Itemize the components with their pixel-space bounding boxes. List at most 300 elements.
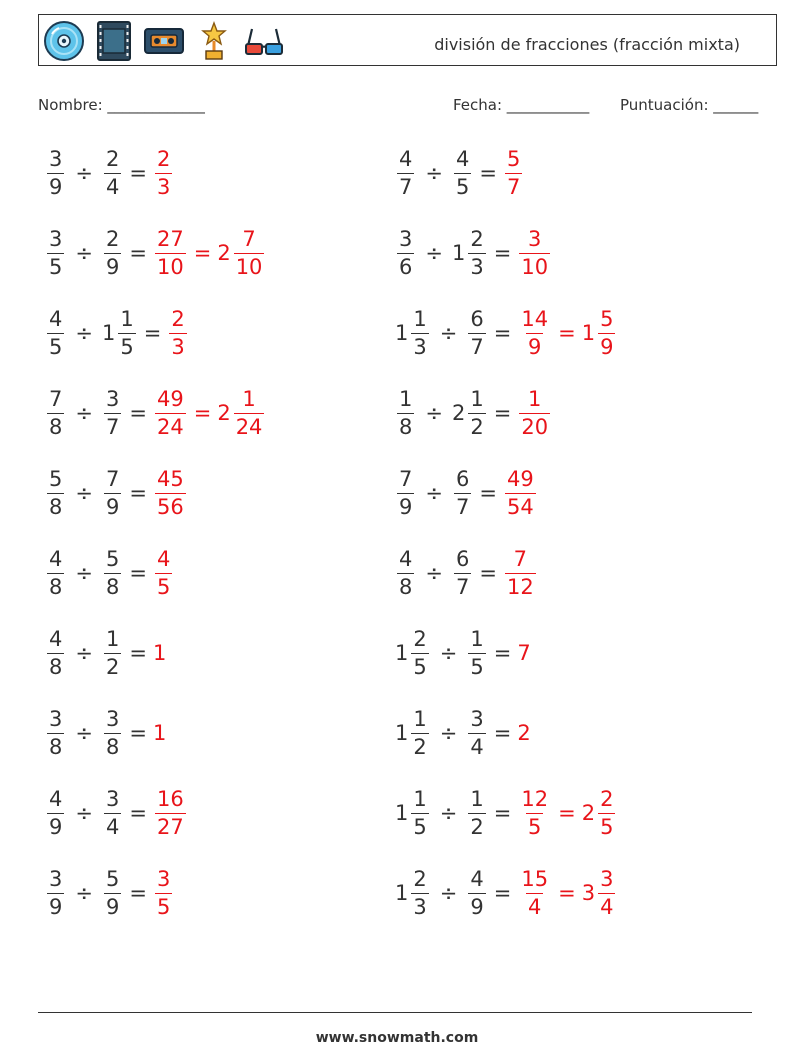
denominator: 2	[470, 814, 484, 839]
fraction	[454, 466, 471, 519]
denominator: 4	[470, 734, 484, 759]
whole-part: 2	[217, 401, 231, 425]
denominator: 7	[455, 494, 470, 519]
denominator: 2	[105, 654, 120, 679]
denominator: 54	[506, 494, 534, 519]
fraction	[519, 306, 550, 359]
equals-sign: =	[129, 801, 147, 825]
problem-item	[395, 781, 617, 845]
denominator: 8	[49, 654, 63, 679]
mixed-number	[45, 466, 66, 519]
equals-sign: =	[129, 641, 147, 665]
whole-part: 3	[581, 881, 596, 905]
divide-sign: ÷	[425, 401, 443, 425]
numerator: 1	[242, 386, 256, 411]
mixed-number	[153, 641, 167, 665]
numerator: 3	[49, 706, 63, 731]
equals-sign: =	[129, 481, 147, 505]
fraction	[505, 146, 522, 199]
divide-sign: ÷	[75, 401, 93, 425]
numerator: 2	[105, 226, 120, 251]
problem-item	[45, 621, 167, 685]
mixed-number	[517, 306, 552, 359]
fraction	[397, 466, 414, 519]
mixed-number	[581, 786, 618, 839]
denominator: 27	[156, 814, 184, 839]
fraction	[47, 146, 64, 199]
equals-sign: =	[493, 641, 512, 665]
mixed-number	[395, 866, 431, 919]
mixed-number	[153, 146, 174, 199]
mixed-number	[517, 721, 531, 745]
numerator: 2	[413, 626, 427, 651]
divide-sign: ÷	[439, 881, 458, 905]
numerator: 4	[470, 866, 484, 891]
numerator: 3	[399, 226, 413, 251]
whole-part: 1	[395, 801, 409, 825]
mixed-number	[581, 306, 618, 359]
answer	[517, 721, 531, 745]
divide-sign: ÷	[75, 881, 93, 905]
fraction	[234, 226, 265, 279]
problem-item	[45, 141, 174, 205]
denominator: 9	[105, 494, 120, 519]
mixed-number	[517, 386, 552, 439]
mixed-number	[395, 786, 431, 839]
fraction	[234, 386, 265, 439]
answer	[153, 721, 167, 745]
numerator: 3	[528, 226, 542, 251]
divide-sign: ÷	[425, 241, 443, 265]
mixed-number	[452, 546, 473, 599]
denominator: 8	[105, 574, 120, 599]
3d-glasses-icon	[243, 20, 285, 62]
name-field-label: Nombre: _____________	[38, 96, 205, 114]
numerator: 4	[49, 626, 63, 651]
mixed-number	[45, 786, 66, 839]
numerator: 1	[105, 626, 120, 651]
denominator: 2	[470, 414, 484, 439]
fraction	[104, 386, 121, 439]
problem-item	[395, 701, 532, 765]
mixed-number	[466, 866, 487, 919]
denominator: 7	[455, 574, 470, 599]
mixed-number	[153, 721, 167, 745]
numerator: 7	[513, 546, 528, 571]
whole-part: 1	[395, 721, 409, 745]
mixed-number	[503, 146, 524, 199]
equals-sign: =	[479, 561, 497, 585]
score-field-label: Puntuación: ______	[620, 96, 759, 114]
denominator: 3	[171, 334, 185, 359]
numerator: 1	[470, 386, 484, 411]
denominator: 7	[105, 414, 120, 439]
mixed-number	[451, 226, 488, 279]
mixed-number	[395, 306, 431, 359]
whole-part: 2	[217, 241, 231, 265]
numerator: 1	[413, 306, 427, 331]
mixed-number	[395, 626, 431, 679]
fraction	[468, 706, 485, 759]
numerator: 2	[171, 306, 185, 331]
answer	[153, 546, 174, 599]
numerator: 3	[49, 146, 63, 171]
fraction	[468, 386, 485, 439]
equals-sign: =	[493, 321, 512, 345]
denominator: 4	[528, 894, 542, 919]
divide-sign: ÷	[75, 241, 93, 265]
equals-sign: =	[129, 881, 147, 905]
mixed-number	[517, 786, 552, 839]
fraction	[155, 866, 172, 919]
fraction	[104, 786, 121, 839]
denominator: 3	[413, 894, 427, 919]
mixed-number	[466, 706, 487, 759]
mixed-number	[45, 626, 66, 679]
mixed-number	[102, 146, 123, 199]
mixed-number	[45, 306, 66, 359]
numerator: 3	[156, 866, 171, 891]
numerator: 6	[455, 466, 470, 491]
whole-part: 7	[517, 641, 531, 665]
numerator: 2	[105, 146, 120, 171]
divide-sign: ÷	[75, 161, 93, 185]
problem-item	[395, 141, 524, 205]
whole-part: 1	[395, 321, 409, 345]
mixed-number	[395, 226, 416, 279]
equals-sign: =	[129, 401, 147, 425]
denominator: 10	[235, 254, 263, 279]
fraction	[468, 866, 485, 919]
numerator: 15	[521, 866, 549, 891]
videotape-icon	[143, 20, 185, 62]
equals-sign: =	[558, 321, 576, 345]
mixed-number	[102, 866, 123, 919]
mixed-number	[102, 466, 123, 519]
denominator: 9	[49, 174, 63, 199]
mixed-number	[466, 306, 487, 359]
fraction	[155, 226, 186, 279]
divide-sign: ÷	[439, 641, 458, 665]
answer	[167, 306, 188, 359]
fraction	[468, 786, 485, 839]
fraction	[155, 386, 186, 439]
mixed-number	[395, 706, 431, 759]
mixed-number	[45, 226, 66, 279]
equals-sign: =	[129, 561, 147, 585]
answer	[517, 786, 617, 839]
problem-item	[395, 621, 532, 685]
mixed-number	[452, 146, 473, 199]
denominator: 7	[506, 174, 521, 199]
whole-part: 2	[517, 721, 531, 745]
fraction	[598, 786, 615, 839]
numerator: 2	[470, 226, 484, 251]
denominator: 9	[49, 814, 63, 839]
mixed-number	[153, 786, 188, 839]
mixed-number	[452, 466, 473, 519]
equals-sign: =	[129, 161, 147, 185]
footer-url: www.snowmath.com	[315, 1030, 479, 1046]
numerator: 6	[470, 306, 484, 331]
mixed-number	[503, 466, 538, 519]
footer-divider	[38, 1012, 752, 1013]
fraction	[454, 546, 471, 599]
denominator: 12	[506, 574, 534, 599]
answer	[517, 386, 552, 439]
divide-sign: ÷	[439, 801, 458, 825]
problem-item	[395, 541, 538, 605]
denominator: 5	[156, 894, 171, 919]
denominator: 8	[105, 734, 120, 759]
denominator: 8	[399, 574, 413, 599]
numerator: 5	[506, 146, 521, 171]
equals-sign: =	[129, 721, 147, 745]
denominator: 5	[49, 334, 63, 359]
fraction	[598, 306, 615, 359]
fraction	[411, 306, 428, 359]
answer	[153, 786, 188, 839]
denominator: 24	[156, 414, 184, 439]
mixed-number	[517, 641, 531, 665]
fraction	[519, 786, 550, 839]
numerator: 2	[156, 146, 171, 171]
equals-sign: =	[143, 321, 162, 345]
equals-sign: =	[493, 801, 512, 825]
fraction	[519, 866, 550, 919]
denominator: 7	[470, 334, 484, 359]
problem-item	[395, 861, 617, 925]
numerator: 1	[413, 786, 427, 811]
divide-sign: ÷	[75, 801, 93, 825]
numerator: 3	[470, 706, 484, 731]
divide-sign: ÷	[75, 481, 93, 505]
fraction	[519, 386, 550, 439]
mixed-number	[167, 306, 188, 359]
denominator: 9	[600, 334, 614, 359]
fraction	[468, 626, 485, 679]
mixed-number	[102, 386, 123, 439]
denominator: 8	[49, 414, 63, 439]
fraction	[155, 466, 186, 519]
worksheet-title: división de fracciones (fracción mixta)	[434, 35, 740, 54]
fraction	[47, 626, 64, 679]
answer	[517, 641, 531, 665]
numerator: 4	[49, 306, 63, 331]
answer	[153, 641, 167, 665]
problem-item	[45, 381, 266, 445]
fraction	[454, 146, 471, 199]
mixed-number	[395, 466, 416, 519]
numerator: 6	[455, 546, 470, 571]
answer	[153, 866, 174, 919]
problem-item	[395, 301, 617, 365]
fraction	[155, 786, 186, 839]
problem-item	[45, 461, 188, 525]
denominator: 3	[470, 254, 484, 279]
equals-sign: =	[479, 481, 497, 505]
divide-sign: ÷	[439, 321, 458, 345]
equals-sign: =	[493, 401, 512, 425]
numerator: 7	[242, 226, 256, 251]
denominator: 3	[413, 334, 427, 359]
numerator: 12	[521, 786, 549, 811]
numerator: 16	[156, 786, 184, 811]
whole-part: 1	[581, 321, 596, 345]
mixed-number	[503, 546, 538, 599]
denominator: 8	[49, 574, 63, 599]
fraction	[104, 866, 121, 919]
mixed-number	[45, 706, 66, 759]
mixed-number	[45, 866, 66, 919]
denominator: 5	[413, 814, 427, 839]
denominator: 10	[521, 254, 549, 279]
denominator: 5	[413, 654, 427, 679]
numerator: 27	[156, 226, 184, 251]
fraction	[397, 226, 414, 279]
problem-item	[45, 221, 266, 285]
denominator: 5	[600, 814, 614, 839]
mixed-number	[217, 226, 266, 279]
numerator: 3	[105, 386, 120, 411]
denominator: 7	[399, 174, 413, 199]
answer	[503, 546, 538, 599]
denominator: 8	[399, 414, 413, 439]
problem-item	[45, 541, 174, 605]
mixed-number	[153, 546, 174, 599]
fraction	[104, 626, 121, 679]
equals-sign: =	[493, 241, 512, 265]
fraction	[47, 306, 64, 359]
denominator: 5	[156, 574, 171, 599]
mixed-number	[45, 546, 66, 599]
equals-sign: =	[558, 801, 576, 825]
cd-disc-icon	[43, 20, 85, 62]
numerator: 5	[49, 466, 63, 491]
fraction	[155, 546, 172, 599]
fraction	[411, 706, 428, 759]
numerator: 4	[455, 146, 470, 171]
equals-sign: =	[493, 881, 512, 905]
numerator: 3	[49, 866, 63, 891]
fraction	[397, 386, 414, 439]
fraction	[104, 546, 121, 599]
numerator: 3	[105, 786, 120, 811]
problem-item	[395, 381, 552, 445]
whole-part: 1	[395, 641, 409, 665]
fraction	[155, 146, 172, 199]
denominator: 6	[399, 254, 413, 279]
fraction	[47, 386, 64, 439]
fraction	[598, 866, 615, 919]
answer	[153, 466, 188, 519]
header-icons	[43, 20, 285, 62]
numerator: 1	[528, 386, 542, 411]
mixed-number	[466, 786, 487, 839]
date-field-label: Fecha: ___________	[453, 96, 590, 114]
numerator: 7	[399, 466, 413, 491]
numerator: 1	[399, 386, 413, 411]
worksheet-header	[38, 14, 777, 66]
divide-sign: ÷	[75, 321, 93, 345]
numerator: 2	[600, 786, 614, 811]
fraction	[169, 306, 186, 359]
numerator: 7	[105, 466, 120, 491]
denominator: 4	[600, 894, 614, 919]
numerator: 14	[521, 306, 549, 331]
denominator: 8	[49, 494, 63, 519]
mixed-number	[153, 226, 188, 279]
fraction	[104, 466, 121, 519]
mixed-number	[153, 866, 174, 919]
denominator: 9	[49, 894, 63, 919]
answer	[503, 466, 538, 519]
numerator: 4	[399, 146, 413, 171]
mixed-number	[102, 786, 123, 839]
mixed-number	[395, 546, 416, 599]
mixed-number	[153, 466, 188, 519]
denominator: 5	[120, 334, 134, 359]
fraction	[47, 706, 64, 759]
fraction	[118, 306, 135, 359]
mixed-number	[395, 386, 416, 439]
problem-item	[45, 781, 188, 845]
film-frame-icon	[93, 20, 135, 62]
numerator: 4	[49, 546, 63, 571]
numerator: 49	[506, 466, 534, 491]
problem-item	[45, 301, 189, 365]
mixed-number	[45, 386, 66, 439]
divide-sign: ÷	[75, 721, 93, 745]
problem-item	[395, 461, 538, 525]
equals-sign: =	[493, 721, 512, 745]
fraction	[505, 546, 536, 599]
numerator: 2	[413, 866, 427, 891]
fraction	[47, 226, 64, 279]
denominator: 5	[455, 174, 470, 199]
divide-sign: ÷	[75, 561, 93, 585]
mixed-number	[102, 546, 123, 599]
equals-sign: =	[193, 241, 212, 265]
fraction	[468, 226, 485, 279]
numerator: 3	[49, 226, 63, 251]
problem-item	[395, 221, 552, 285]
denominator: 8	[49, 734, 63, 759]
numerator: 5	[105, 546, 120, 571]
denominator: 9	[470, 894, 484, 919]
denominator: 4	[105, 174, 120, 199]
answer	[517, 866, 617, 919]
answer	[503, 146, 524, 199]
divide-sign: ÷	[425, 481, 443, 505]
mixed-number	[102, 626, 123, 679]
mixed-number	[102, 706, 123, 759]
answer	[517, 306, 617, 359]
numerator: 4	[49, 786, 63, 811]
mixed-number	[102, 226, 123, 279]
answer	[153, 226, 266, 279]
equals-sign: =	[129, 241, 147, 265]
denominator: 20	[521, 414, 549, 439]
denominator: 9	[399, 494, 413, 519]
trophy-award-icon	[193, 20, 235, 62]
denominator: 24	[235, 414, 263, 439]
mixed-number	[466, 626, 487, 679]
numerator: 5	[105, 866, 120, 891]
mixed-number	[153, 386, 188, 439]
problem-item	[45, 861, 174, 925]
fraction	[505, 466, 536, 519]
